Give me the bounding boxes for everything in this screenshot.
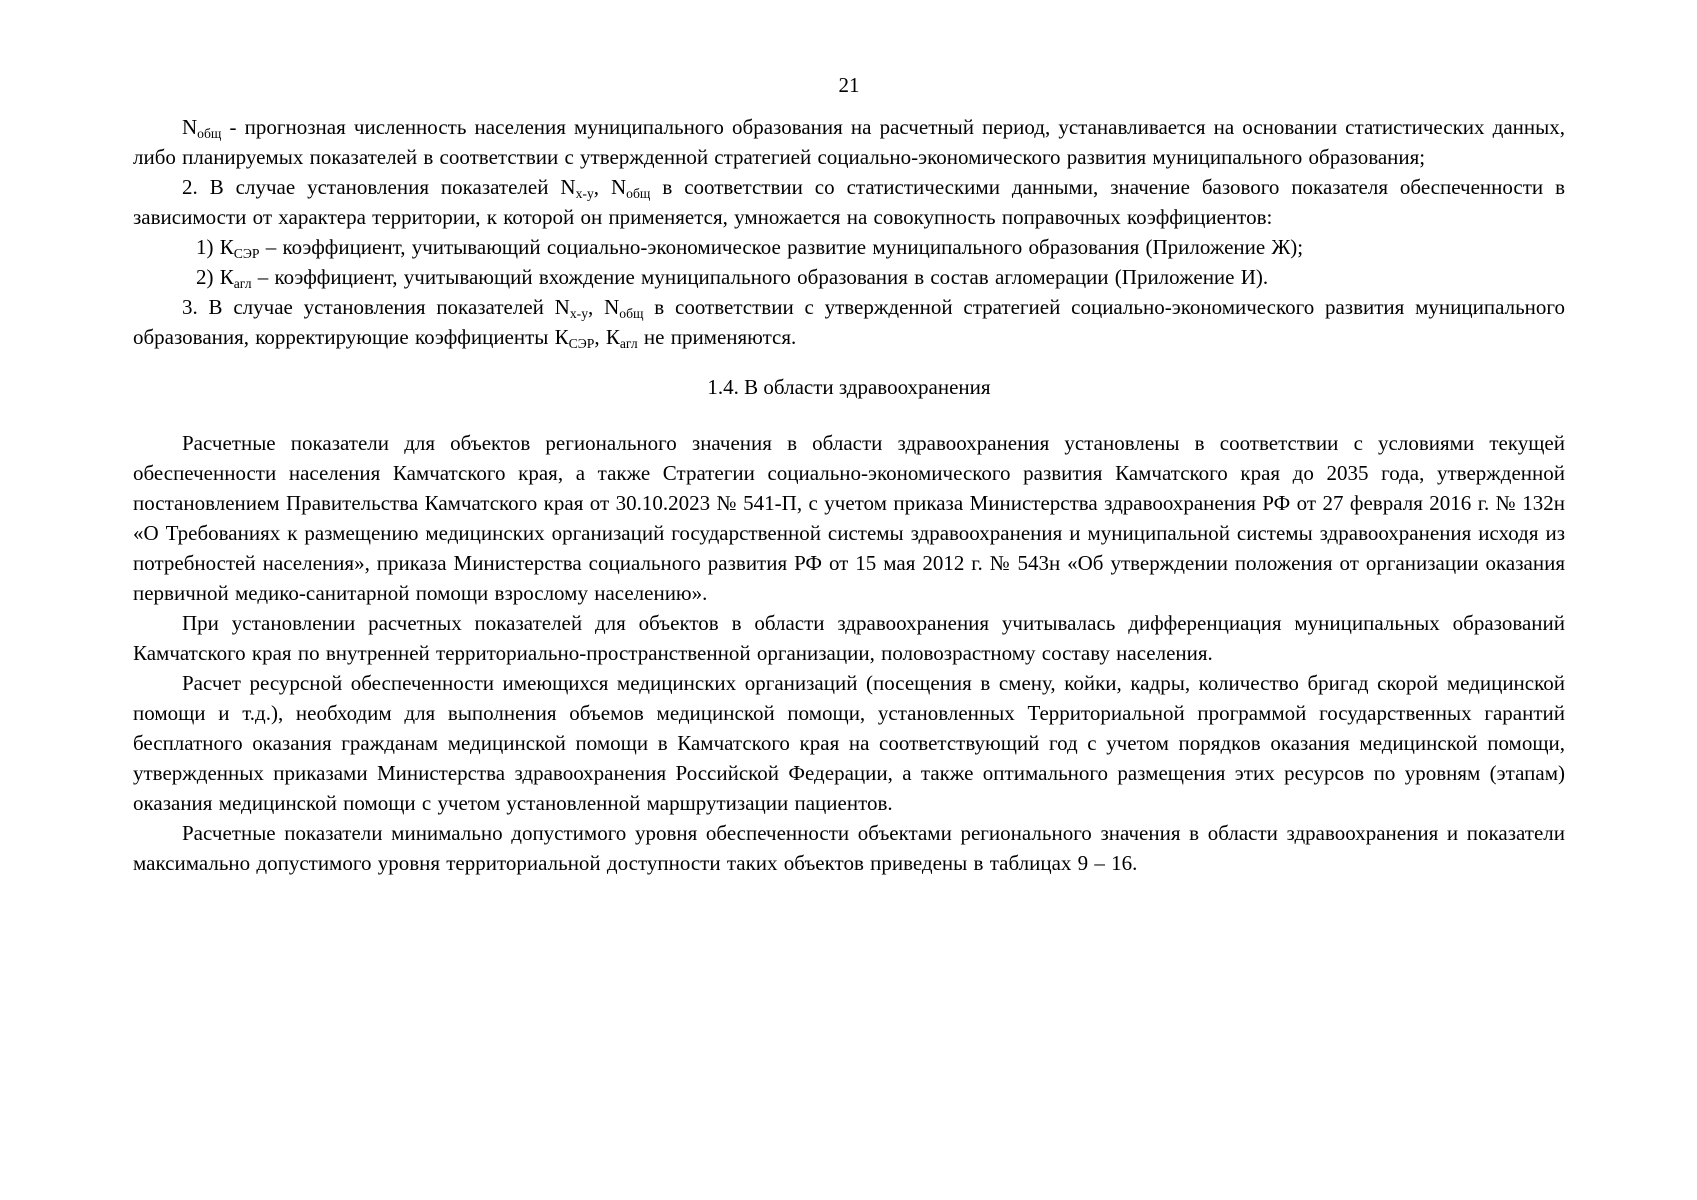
list-item-coefficient-agl: 2) $К_{агл}$ – коэффициент, учитывающий вхождение муниципального образования в состав агломерации (Приложение И). xyxy=(196,265,1269,292)
paragraph-n-total-definition: $N_{общ}$ - прогнозная численность населения муниципального образования на расчетный период, устанавливается на основании статистических данных, либо планируемых показателей в соответствии с утвержденной стратегией социально-экономического развития муниципального образования; xyxy=(133,115,1565,169)
paragraph-resource-calculation: Расчет ресурсной обеспеченности имеющихся медицинских организаций (посещения в смену, койки, кадры, количество бригад скорой медицинской помощи и т.д.), необходим для выполнения объемов медицинской помощи, установленных Территориальной программой государственных гарантий бесплатного оказания гражданам медицинской помощи в Камчатского края на соответствующий год с учетом порядков оказания медицинской помощи, утвержденных приказами Министерства здравоохранения Российской Федерации, а также оптимального размещения этих ресурсов по уровням (этапам) оказания медицинской помощи с учетом установленной маршрутизации пациентов. xyxy=(133,671,1565,815)
list-item-coefficient-ser: 1) $К_{СЭР}$ – коэффициент, учитывающий социально-экономическое развитие муниципального образования (Приложение Ж); xyxy=(196,235,1304,262)
paragraph-clause-2: 2. В случае установления показателей $N_{х-у}$, $N_{общ}$ в соответствии со статистическими данными, значение базового показателя обеспеченности в зависимости от характера территории, к которой он применяется, умножается на совокупность поправочных коэффициентов: xyxy=(133,175,1565,229)
section-heading-1-4-healthcare: 1.4. В области здравоохранения xyxy=(707,375,991,399)
page-number: 21 xyxy=(838,73,860,97)
paragraph-differentiation: При установлении расчетных показателей для объектов в области здравоохранения учитывалась дифференциация муниципальных образований Камчатского края по внутренней территориально-пространственной организации, половозрастному составу населения. xyxy=(133,611,1565,665)
document-body xyxy=(133,112,1565,878)
paragraph-clause-3: 3. В случае установления показателей $N_{х-у}$, $N_{общ}$ в соответствии с утвержденной стратегией социально-экономического развития муниципального образования, корректирующие коэффициенты $К_{СЭР}$, $К_{агл}$ не применяются. xyxy=(133,295,1565,352)
paragraph-tables-reference: Расчетные показатели минимально допустимого уровня обеспеченности объектами регионального значения в области здравоохранения и показатели максимально допустимого уровня территориальной доступности таких объектов приведены в таблицах 9 – 16. xyxy=(133,821,1565,875)
paragraph-healthcare-basis: Расчетные показатели для объектов регионального значения в области здравоохранения установлены в соответствии с условиями текущей обеспеченности населения Камчатского края, а также Стратегии социально-экономического развития Камчатского края до 2035 года, утвержденной постановлением Правительства Камчатского края от 30.10.2023 № 541-П, с учетом приказа Министерства здравоохранения РФ от 27 февраля 2016 г. № 132н «О Требованиях к размещению медицинских организаций государственной системы здравоохранения и муниципальной системы здравоохранения исходя из потребностей населения», приказа Министерства социального развития РФ от 15 мая 2012 г. № 543н «Об утверждении положения от организации оказания первичной медико-санитарной помощи взрослому населению». xyxy=(133,431,1565,605)
